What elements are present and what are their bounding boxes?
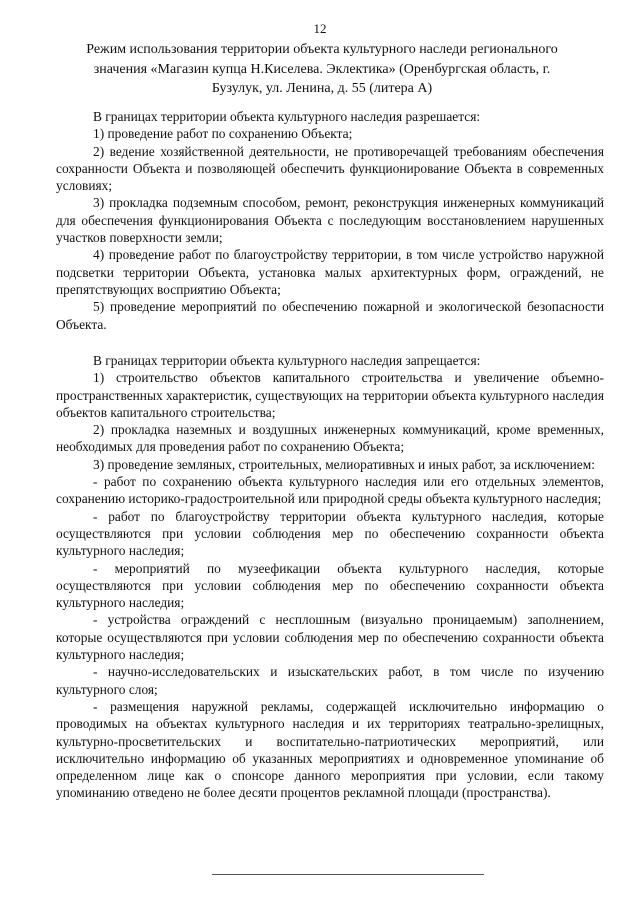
prohibited-item: - научно-исследовательских и изыскательских работ, в том числе по изучению культурного слоя; [56,664,604,697]
allowed-item: 4) проведение работ по благоустройству территории, в том числе устройство наружной подсветки территории Объекта, установка малых архитектурных форм, ограждений, не препятствующих восприятию Объекта; [56,247,604,297]
prohibited-item: 3) проведение земляных, строительных, мелиоративных и иных работ, за исключением: [93,456,595,472]
prohibited-item: - работ по благоустройству территории объекта культурного наследия, которые осуществляются при условии соблюдения мер по обеспечению сохранности объекта культурного наследия; [56,508,604,559]
prohibited-section [56,352,604,802]
prohibited-heading: В границах территории объекта культурного наследия запрещается: [93,353,481,368]
prohibited-item: - размещения наружной рекламы, содержащей исключительно информацию о проводимых на объектах культурного наследия и их территориях театрально-зрелищных, культурно-просветительских и воспитательно-патриотических мероприятий, или исключительно информацию об указанных мероприятиях и одновременное упоминание об определенном лице как о спонсоре данного мероприятия при условии, если такому упоминанию отведено не более десяти процентов рекламной площади (пространства). [56,698,604,801]
footer-divider [212,874,484,875]
page-number: 12 [313,21,327,36]
allowed-item: 5) проведение мероприятий по обеспечению пожарной и экологической безопасности Объекта. [56,299,604,332]
prohibited-item: 2) прокладка наземных и воздушных инженерных коммуникаций, кроме временных, необходимых для проведения работ по сохранению Объекта; [56,422,604,455]
prohibited-item: 1) строительство объектов капитального строительства и увеличение объемно-пространственных характеристик, существующих на территории объекта культурного наследия объектов капитального строительства; [56,370,604,420]
allowed-section [56,108,604,333]
prohibited-item: - мероприятий по музеефикации объекта культурного наследия, которые осуществляются при условии соблюдения мер по обеспечению сохранности объекта культурного наследия; [56,560,604,611]
prohibited-item: - устройства ограждений с несплошным (визуально проницаемым) заполнением, которые осуществляются при условии соблюдения мер по обеспечению сохранности объекта культурного наследия; [56,612,604,663]
document-title: Режим использования территории объекта культурного наследи регионального значения «Магазин купца Н.Киселева. Эклектика» (Оренбургская область, г. Бузулук, ул. Ленина, д. 55 (литера А) [86,42,558,96]
allowed-item: 2) ведение хозяйственной деятельности, не противоречащей требованиям обеспечения сохранности Объекта и позволяющей обеспечить функционирование Объекта в современных условиях; [56,143,604,194]
allowed-heading: В границах территории объекта культурного наследия разрешается: [93,109,481,124]
prohibited-item: - работ по сохранению объекта культурного наследия или его отдельных элементов, сохранению историко-градостроительной или природной среды объекта культурного наследия; [56,474,604,507]
allowed-item: 3) прокладка подземным способом, ремонт, реконструкция инженерных коммуникаций для обеспечения функционирования Объекта с последующим восстановлением нарушенных участков поверхности земли; [56,195,604,246]
allowed-item: 1) проведение работ по сохранению Объекта; [93,126,353,142]
